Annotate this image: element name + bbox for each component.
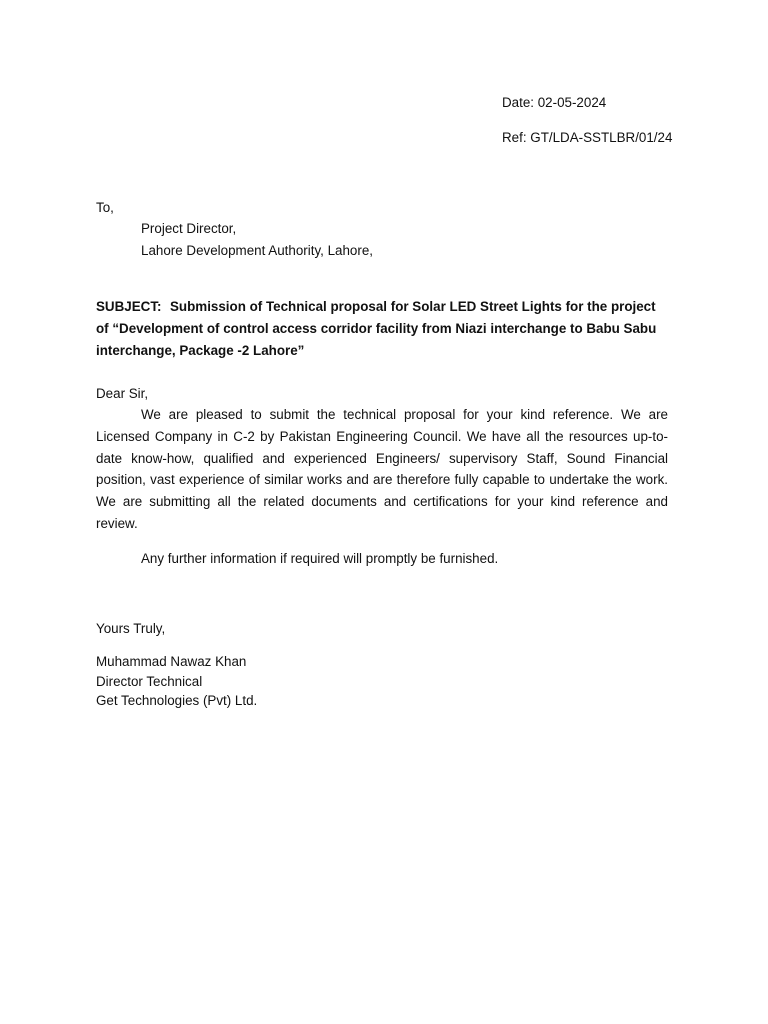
signatory-name: Muhammad Nawaz Khan: [96, 654, 247, 669]
subject-block: [96, 296, 668, 361]
recipient-title: Project Director,: [141, 221, 237, 236]
letter-date: Date: 02-05-2024: [502, 95, 607, 110]
body-paragraph: We are pleased to submit the technical proposal for your kind reference. We are Licensed Company in C-2 by Pakistan Engineering Council. We have all the resources up-to-date know-how, qualified and experienced Engineers/ supervisory Staff, Sound Financial position, vast experience of similar works and are therefore fully capable to undertake the work. We are submitting all the related documents and certifications for your kind reference and review.: [96, 407, 668, 531]
further-information-line: Any further information if required will promptly be furnished.: [141, 551, 499, 566]
signatory-title: Director Technical: [96, 673, 203, 689]
signatory-company: Get Technologies (Pvt) Ltd.: [96, 693, 258, 708]
letter-reference: Ref: GT/LDA-SSTLBR/01/24: [502, 130, 673, 145]
salutation: Dear Sir,: [96, 386, 149, 401]
recipient-organization: Lahore Development Authority, Lahore,: [141, 243, 374, 258]
recipient-to: To,: [96, 200, 114, 215]
subject-label: SUBJECT:: [96, 299, 162, 314]
subject-text: Submission of Technical proposal for Solar LED Street Lights for the project of “Development of control access corridor facility from Niazi interchange to Babu Sabu interchange, Package -2 Lahore”: [96, 299, 657, 358]
closing-line: Yours Truly,: [96, 621, 166, 636]
signature-block: [96, 652, 257, 711]
